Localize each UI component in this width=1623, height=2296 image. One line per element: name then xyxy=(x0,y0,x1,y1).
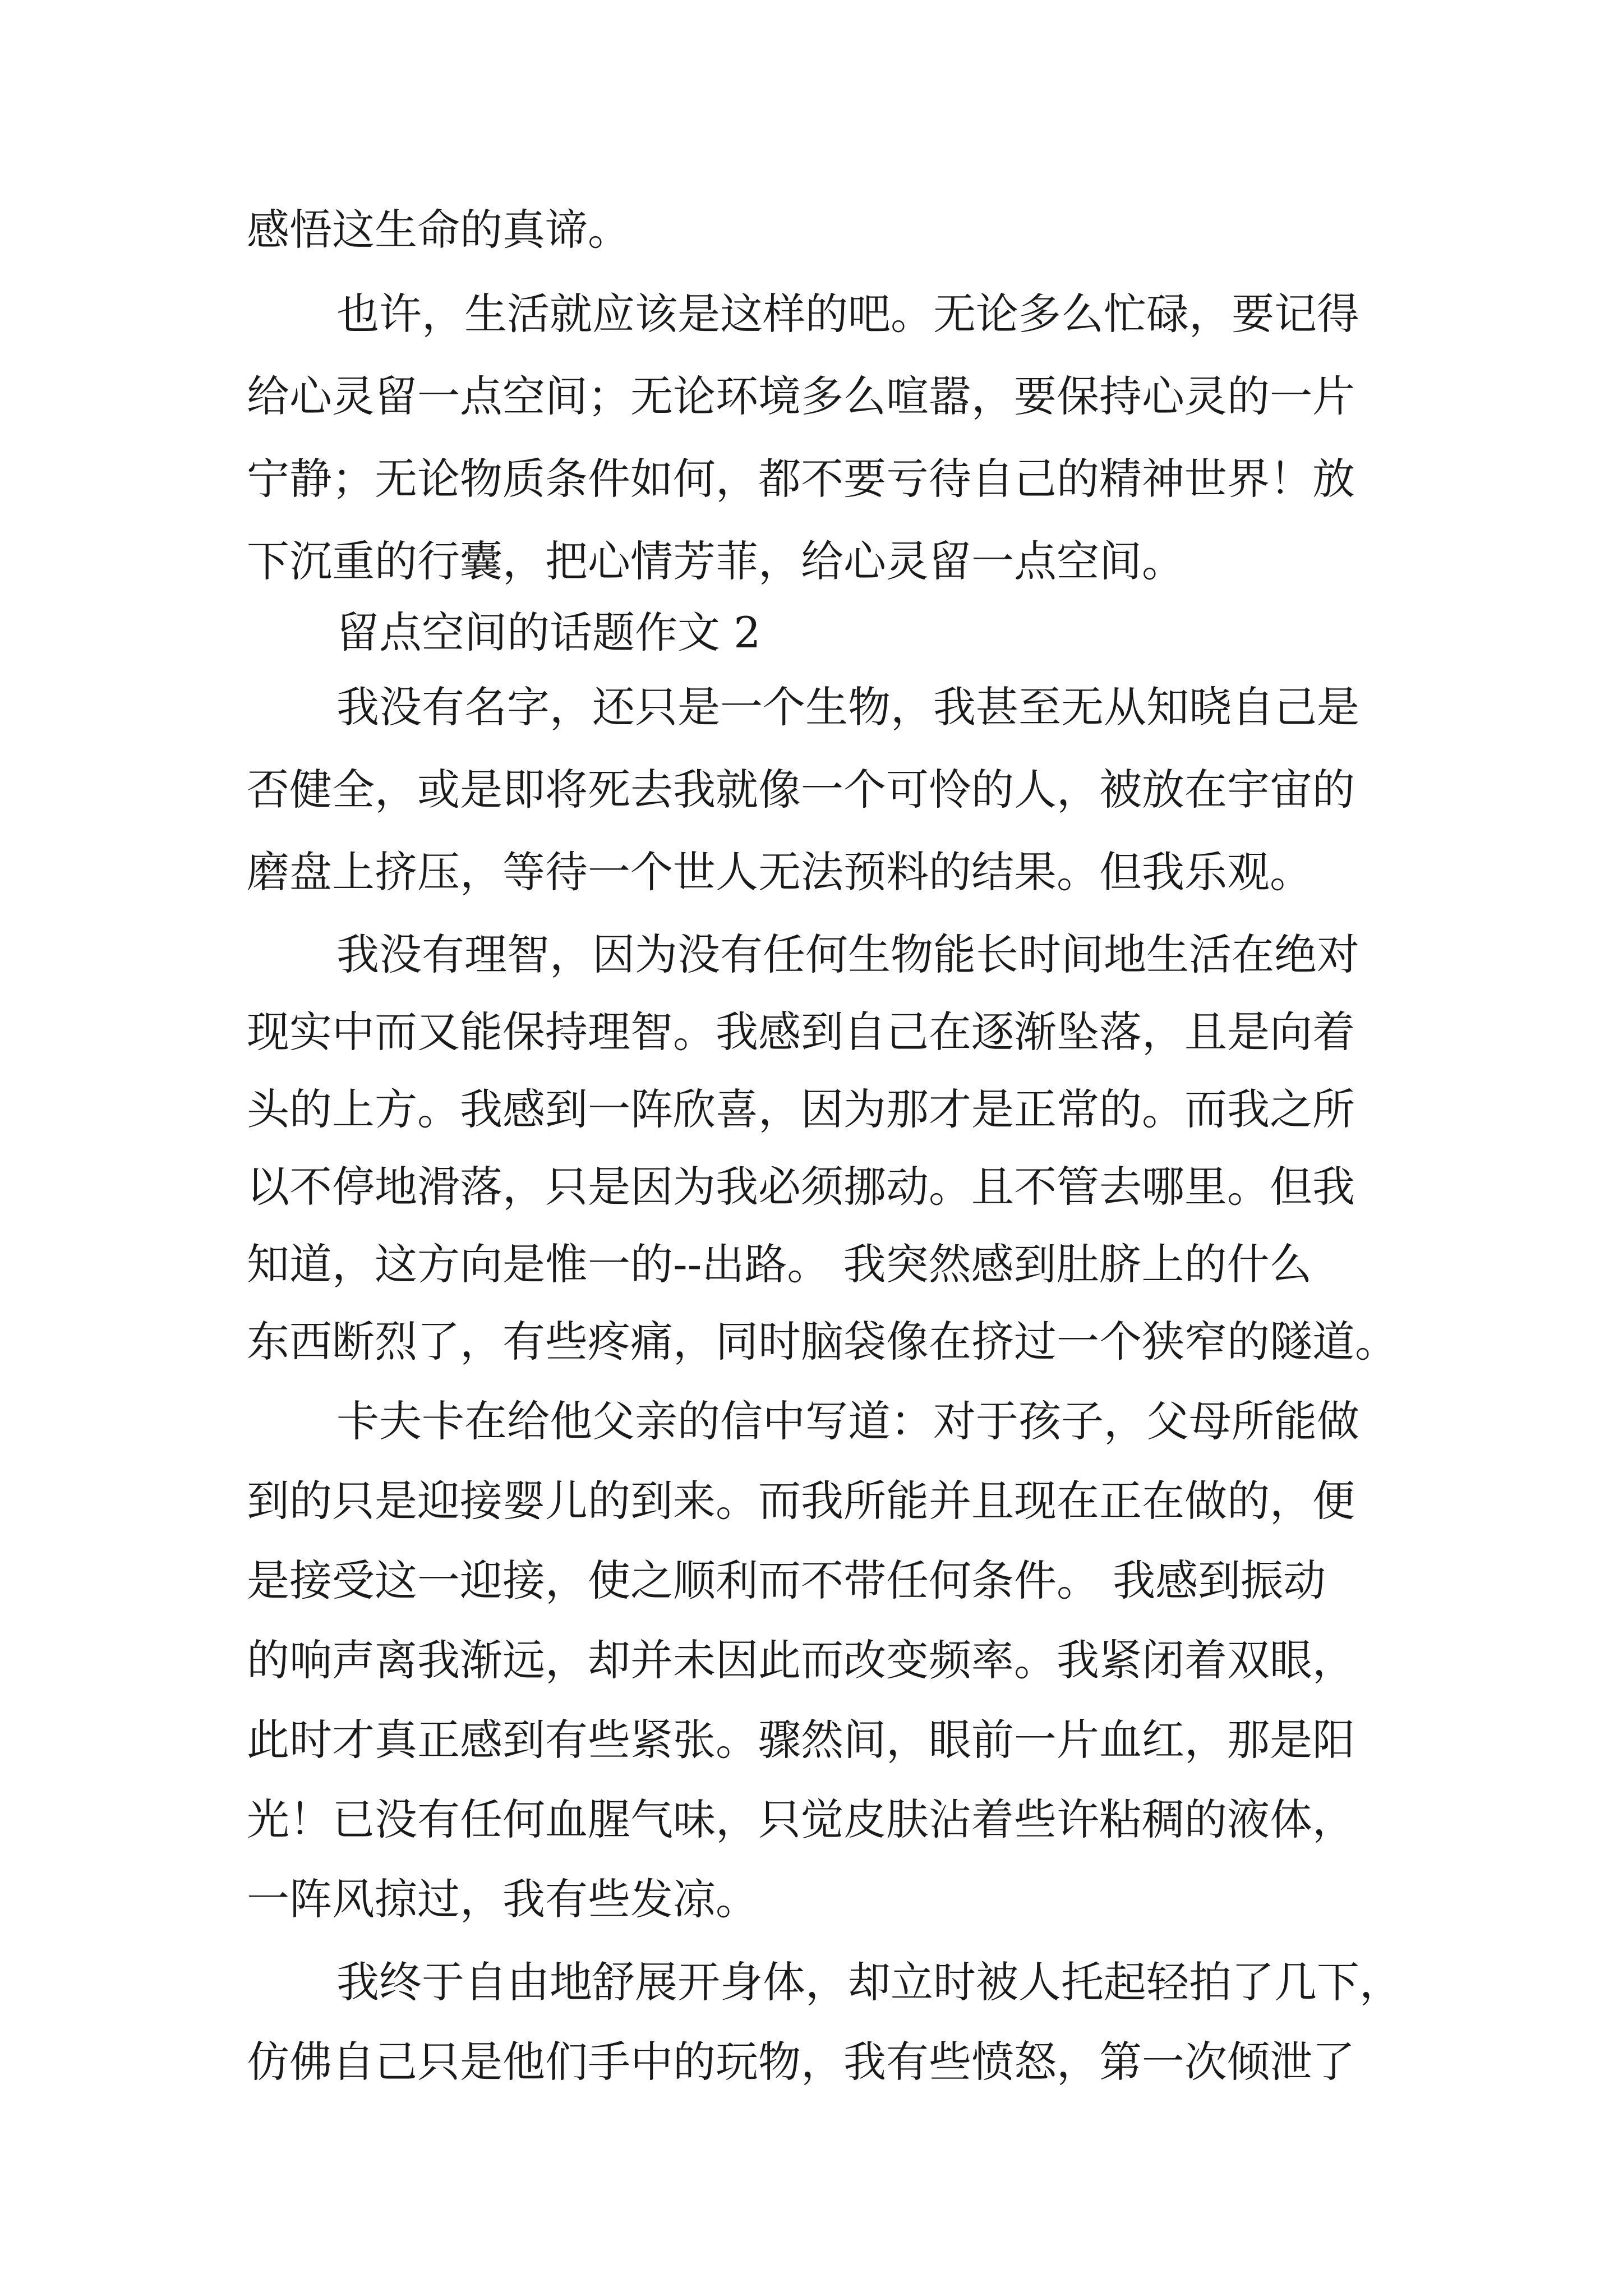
text-line: 给心灵留一点空间；无论环境多么喧嚣，要保持心灵的一片 xyxy=(247,371,1355,421)
section-heading: 留点空间的话题作文 2 xyxy=(336,608,761,657)
text-line: 我终于自由地舒展开身体，却立时被人托起轻拍了几下， xyxy=(336,1957,1402,2007)
text-line: 否健全，或是即将死去我就像一个可怜的人，被放在宇宙的 xyxy=(247,765,1355,815)
text-line: 一阵风掠过，我有些发凉。 xyxy=(247,1874,758,1924)
text-line: 仿佛自己只是他们手中的玩物，我有些愤怒，第一次倾泄了 xyxy=(247,2037,1355,2087)
text-line: 我没有理智，因为没有任何生物能长时间地生活在绝对 xyxy=(336,930,1359,979)
text-line: 感悟这生命的真谛。 xyxy=(247,205,630,255)
text-line: 磨盘上挤压，等待一个世人无法预料的结果。但我乐观。 xyxy=(247,847,1312,897)
text-line: 以不停地滑落，只是因为我必须挪动。且不管去哪里。但我 xyxy=(247,1162,1355,1212)
text-line: 我没有名字，还只是一个生物，我甚至无从知晓自己是 xyxy=(336,682,1359,732)
text-line: 光！已没有任何血腥气味，只觉皮肤沾着些许粘稠的液体， xyxy=(247,1795,1355,1844)
text-line: 宁静；无论物质条件如何，都不要亏待自己的精神世界！放 xyxy=(247,454,1355,504)
text-line: 现实中而又能保持理智。我感到自己在逐渐坠落，且是向着 xyxy=(247,1007,1355,1057)
text-line: 东西断烈了，有些疼痛，同时脑袋像在挤过一个狭窄的隧道。 xyxy=(247,1317,1398,1366)
text-line: 此时才真正感到有些紧张。骤然间，眼前一片血红，那是阳 xyxy=(247,1715,1355,1765)
text-line: 的响声离我渐远，却并未因此而改变频率。我紧闭着双眼， xyxy=(247,1635,1355,1685)
text-line: 头的上方。我感到一阵欣喜，因为那才是正常的。而我之所 xyxy=(247,1084,1355,1134)
text-line: 下沉重的行囊，把心情芳菲，给心灵留一点空间。 xyxy=(247,536,1184,586)
text-line: 也许，生活就应该是这样的吧。无论多么忙碌，要记得 xyxy=(336,289,1359,339)
text-line: 知道，这方向是惟一的--出路。 我突然感到肚脐上的什么 xyxy=(247,1239,1312,1289)
text-line: 卡夫卡在给他父亲的信中写道：对于孩子，父母所能做 xyxy=(336,1396,1359,1446)
text-line: 到的只是迎接婴儿的到来。而我所能并且现在正在做的，便 xyxy=(247,1476,1355,1526)
text-line: 是接受这一迎接，使之顺利而不带任何条件。 我感到振动 xyxy=(247,1556,1326,1605)
